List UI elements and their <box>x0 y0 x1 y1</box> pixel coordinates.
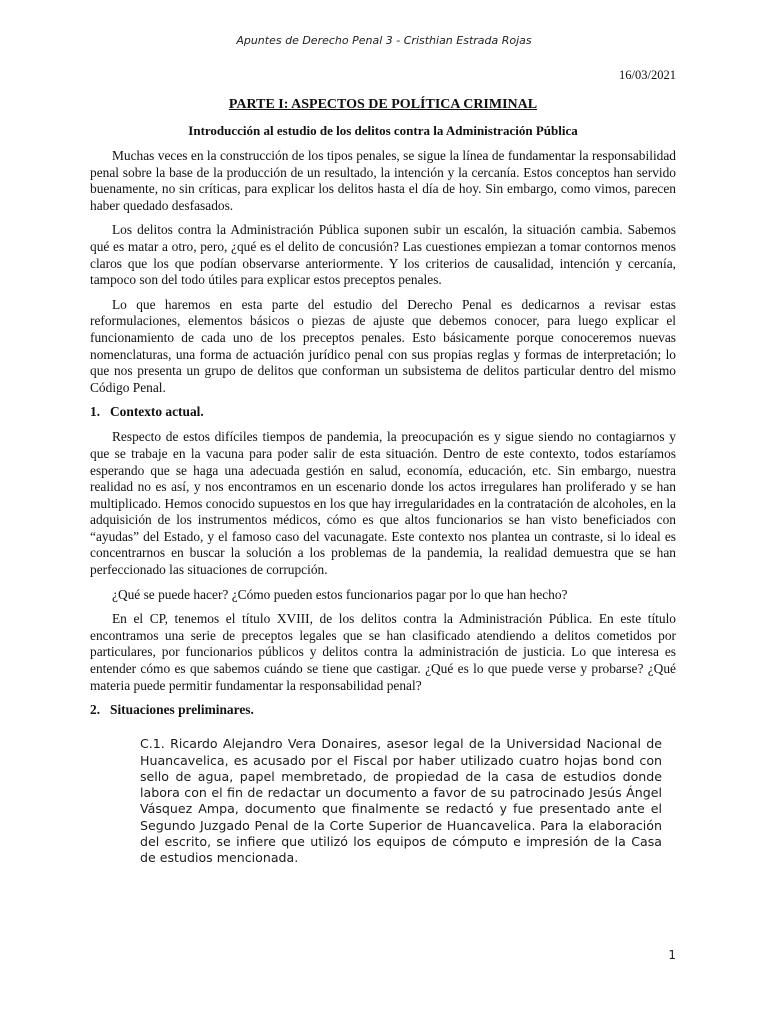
section-heading-situaciones <box>90 702 676 718</box>
section-number: 1. <box>90 404 101 420</box>
section-paragraph: En el CP, tenemos el título XVIII, de los delitos contra la Administración Pública. En este título encontramos una serie de preceptos legales que se han clasificado atendiendo a delitos cometidos por particulares, por funcionarios públicos y delitos contra la administración de justicia. Lo que interesa es entender cómo es que sabemos cuándo se tiene que castigar. ¿Qué es lo que puede verse y probarse? ¿Qué materia puede permitir fundamentar la responsabilidad penal? <box>90 611 676 693</box>
document-date: 16/03/2021 <box>619 68 676 82</box>
section-title: Situaciones preliminares. <box>110 702 254 718</box>
section-subtitle: Introducción al estudio de los delitos contra la Administración Pública <box>188 123 578 138</box>
intro-paragraph: Muchas veces en la construcción de los tipos penales, se sigue la línea de fundamentar la responsabilidad penal sobre la base de la producción de un resultado, la intención y la cercanía. Estos conceptos han servido buenamente, no sin críticas, para explicar los delitos hasta el día de hoy. Sin embargo, como vimos, parecen haber quedado desfasados. <box>90 148 676 213</box>
intro-paragraph: Lo que haremos en esta parte del estudio del Derecho Penal es dedicarnos a revisar estas reformulaciones, elementos básicos o piezas de ajuste que debemos conocer, para luego explicar el funcionamiento de cada uno de los preceptos penales. Esto básicamente porque conoceremos nuevas nomenclaturas, una forma de actuación jurídico penal con sus propias reglas y formas de interpretación; lo que nos presenta un grupo de delitos que conforman un subsistema de delitos particular dentro del mismo Código Penal. <box>90 296 676 395</box>
case-description: C.1. Ricardo Alejandro Vera Donaires, asesor legal de la Universidad Nacional de Huancavelica, es acusado por el Fiscal por haber utilizado cuatro hojas bond con sello de agua, papel membretado, de propiedad de la casa de estudios donde labora con el fin de redactar un documento a favor de su patrocinado Jesús Ángel Vásquez Ampa, documento que finalmente se redactó y fue presentado ante el Segundo Juzgado Penal de la Corte Superior de Huancavelica. Para la elaboración del escrito, se infiere que utilizó los equipos de cómputo e impresión de la Casa de estudios mencionada. <box>140 736 662 866</box>
running-header: Apuntes de Derecho Penal 3 - Cristhian Estrada Rojas <box>236 34 532 47</box>
section-heading-contexto <box>90 404 676 420</box>
section-number: 2. <box>90 702 101 718</box>
section-paragraph: ¿Qué se puede hacer? ¿Cómo pueden estos funcionarios pagar por lo que han hecho? <box>112 586 568 602</box>
intro-paragraph: Los delitos contra la Administración Pública suponen subir un escalón, la situación cambia. Sabemos qué es matar a otro, pero, ¿qué es el delito de concusión? Las cuestiones empiezan a tomar contornos menos claros que los que podían observarse anteriormente. Y los criterios de causalidad, intención y cercanía, tampoco son del todo útiles para explicar estos preceptos penales. <box>90 222 676 288</box>
section-title: Contexto actual. <box>110 404 204 420</box>
page-content <box>90 68 676 867</box>
page-number: 1 <box>668 948 676 962</box>
part-title: PARTE I: ASPECTOS DE POLÍTICA CRIMINAL <box>228 97 538 112</box>
section-paragraph: Respecto de estos difíciles tiempos de pandemia, la preocupación es y sigue siendo no contagiarnos y que se trabaje en la vacuna para poder salir de esta situación. Dentro de este contexto, todos estaríamos esperando que se haga una adecuada gestión en salud, economía, educación, etc. Sin embargo, nuestra realidad no es así, y nos encontramos en un escenario donde los actos irregulares han proliferado y se han multiplicado. Hemos conocido supuestos en los que hay irregularidades en la contratación de alcoholes, en la adquisición de los instrumentos médicos, cómo es que altos funcionarios se han visto beneficiados con “ayudas” del Estado, y el famoso caso del vacunagate. Este contexto nos plantea un contraste, si lo ideal es concentrarnos en buscar la solución a los problemas de la pandemia, la realidad demuestra que se han perfeccionado las situaciones de corrupción. <box>90 429 676 578</box>
